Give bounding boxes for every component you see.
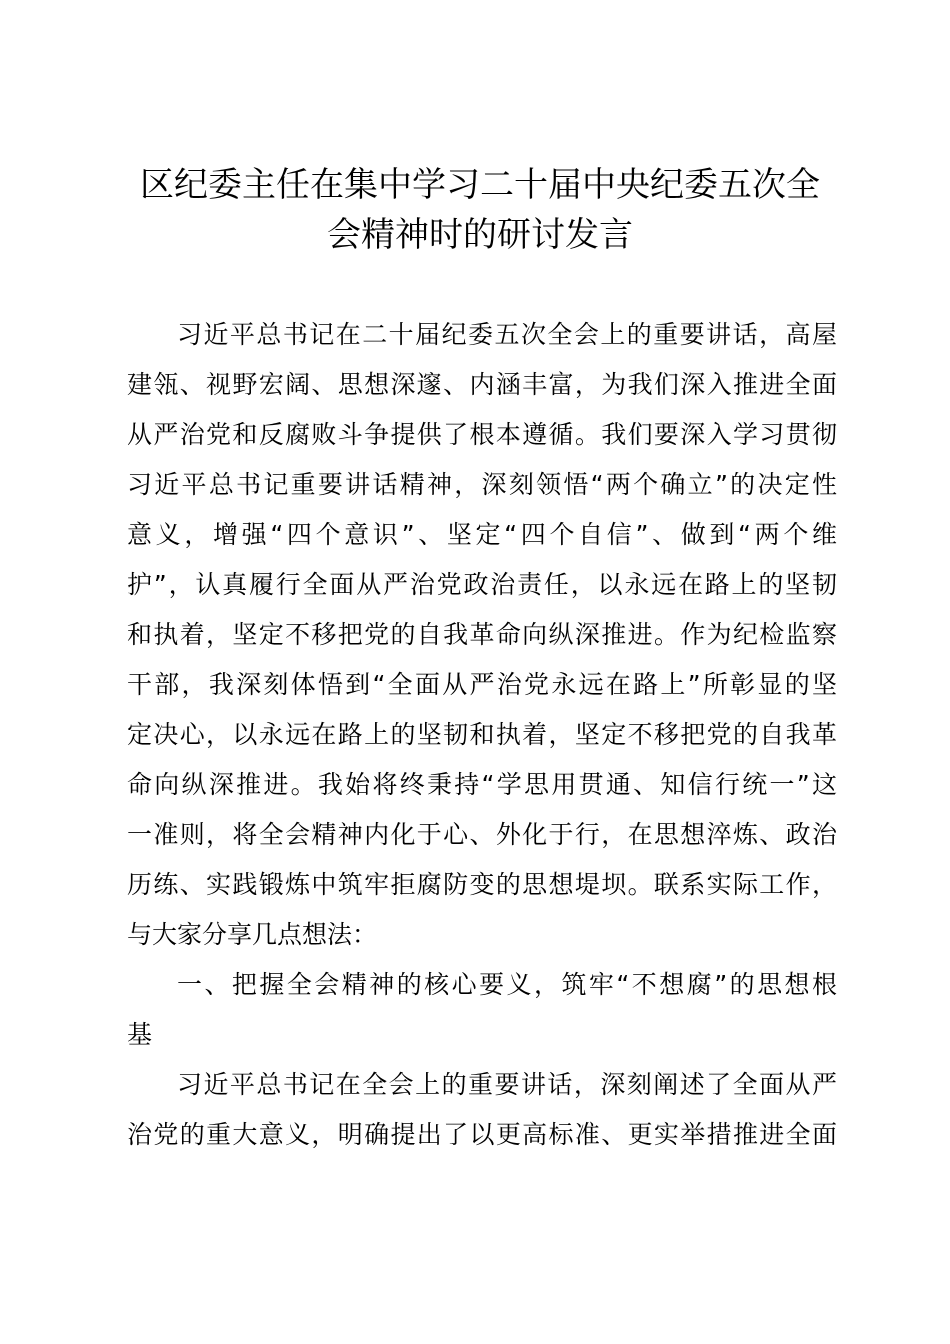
heading-line: 基 xyxy=(127,1020,153,1049)
text-line: 建瓴、视野宏阔、思想深邃、内涵丰富，为我们深入推进全面 xyxy=(127,370,837,399)
text-line: 定决心，以永远在路上的坚韧和执着，坚定不移把党的自我革 xyxy=(127,720,837,749)
text-line: 干部，我深刻体悟到“全面从严治党永远在路上”所彰显的坚 xyxy=(127,670,837,699)
title-line: 会精神时的研讨发言 xyxy=(327,215,633,255)
text-line: 历练、实践锻炼中筑牢拒腐防变的思想堤坝。联系实际工作， xyxy=(127,870,837,899)
document-title xyxy=(120,160,840,260)
text-line: 治党的重大意义，明确提出了以更高标准、更实举措推进全面 xyxy=(127,1120,837,1149)
text-line: 意义，增强“四个意识”、坚定“四个自信”、做到“两个维 xyxy=(127,520,837,549)
section-heading-1 xyxy=(127,960,837,1060)
heading-line: 一、把握全会精神的核心要义，筑牢“不想腐”的思想根 xyxy=(177,970,837,999)
text-line: 和执着，坚定不移把党的自我革命向纵深推进。作为纪检监察 xyxy=(127,620,837,649)
paragraph-section-1 xyxy=(127,1060,837,1160)
text-line: 与大家分享几点想法： xyxy=(127,920,378,949)
text-line: 习近平总书记重要讲话精神，深刻领悟“两个确立”的决定性 xyxy=(127,470,837,499)
text-line: 命向纵深推进。我始将终秉持“学思用贯通、知信行统一”这 xyxy=(127,770,837,799)
document-body xyxy=(127,310,837,1160)
text-line: 习近平总书记在全会上的重要讲话，深刻阐述了全面从严 xyxy=(177,1070,837,1099)
text-line: 从严治党和反腐败斗争提供了根本遵循。我们要深入学习贯彻 xyxy=(127,420,837,449)
text-line: 护”，认真履行全面从严治党政治责任，以永远在路上的坚韧 xyxy=(127,570,837,599)
title-line: 区纪委主任在集中学习二十届中央纪委五次全 xyxy=(140,165,820,205)
text-line: 一准则，将全会精神内化于心、外化于行，在思想淬炼、政治 xyxy=(127,820,837,849)
text-line: 习近平总书记在二十届纪委五次全会上的重要讲话，高屋 xyxy=(177,320,837,349)
paragraph-intro xyxy=(127,310,837,960)
